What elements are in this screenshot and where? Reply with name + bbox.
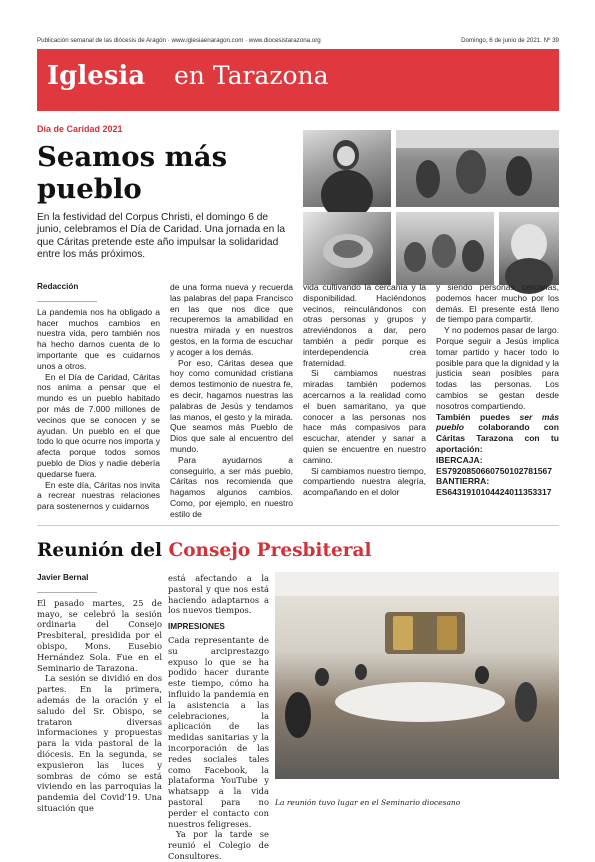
article-body-consejo bbox=[37, 573, 269, 861]
article-column-2 bbox=[170, 282, 293, 520]
masthead-banner bbox=[37, 49, 559, 111]
paragraph: Si cambiamos nuestro tiempo, compartiendo nuestra alegría, acompañando en el dolor bbox=[303, 465, 426, 498]
article-column-3 bbox=[303, 282, 426, 498]
donation-text: También puedes bbox=[436, 411, 520, 422]
byline-rule bbox=[37, 301, 97, 302]
article-lead: En la festividad del Corpus Christi, el domingo 6 de junio, celebramos el Día de Caridad. Una jornada en la que Cáritas pretende este año impulsar la solidaridad entre los más próximos. bbox=[37, 212, 286, 261]
masthead-title-bold: Iglesia bbox=[47, 61, 146, 91]
article-column-1 bbox=[37, 282, 160, 512]
paragraph: Y no podemos pasar de largo. Porque seguir a Jesús implica tomar partido y hacer todo lo posible para que la dignidad y la justicia sean posibles para todas las personas. Los cambios se gestan desde nosotros compartiendo. bbox=[436, 325, 559, 411]
headline-part: Reunión del bbox=[37, 540, 169, 561]
paragraph: El pasado martes, 25 de mayo, se celebró la sesión ordinaria del Consejo Presbiteral, presidida por el obispo, Mons. Eusebio Hernández Sola. Fue en el Seminario de Tarazona. bbox=[37, 597, 162, 673]
masthead-title-light: en Tarazona bbox=[174, 61, 329, 90]
paragraph: Si cambiamos nuestras miradas también podemos acercarnos a la realidad como el buen samaritano, ya que conocer a las personas nos hace más compasivos para escuchar, atender y sanar a quien se encuentre en nuestro camino. bbox=[303, 368, 426, 465]
article-column-4 bbox=[436, 282, 559, 498]
subhead: IMPRESIONES bbox=[168, 622, 225, 632]
article-byline: Redacción bbox=[37, 282, 79, 291]
donation-callout bbox=[436, 412, 559, 455]
bank-iban: ES6431910104424011353317 bbox=[436, 487, 552, 498]
bank-iban: ES7920850660750102781567 bbox=[436, 465, 552, 476]
photo-meeting-room bbox=[275, 572, 559, 779]
photo-volunteer-masked bbox=[303, 130, 391, 207]
photo-group-gathering bbox=[396, 212, 494, 285]
article2-headline bbox=[37, 540, 372, 561]
article2-byline: Javier Bernal bbox=[37, 573, 89, 582]
photo-collage bbox=[303, 130, 559, 285]
paragraph: de una forma nueva y recuerda las palabras del papa Francisco en las que nos dice que recuperemos la amabilidad en nuestra mirada y en nuestros gestos, en la forma de escuchar y acoger a los demás. bbox=[170, 282, 293, 357]
paragraph: Cada representante de su arciprestazgo expuso lo que se ha podido hacer durante este tiempo, cómo ha influido la pandemia en la asistencia a las celebraciones, la aplicación de las medidas sanitarias y la incorporación de las redes sociales tales como Facebook, la plataforma YouTube y whatsapp a la vida pastoral para no perder el contacto con nuestros feligreses. bbox=[168, 634, 269, 829]
issue-date: Domingo, 6 de junio de 2021. Nº 39 bbox=[461, 37, 559, 44]
publication-line: Publicación semanal de las diócesis de Aragón · www.iglesiaenaragon.com · www.diocesistarazona.org bbox=[37, 37, 321, 44]
photo-caption: La reunión tuvo lugar en el Seminario diocesano bbox=[275, 798, 461, 807]
article2-column-2 bbox=[168, 573, 269, 862]
byline-rule bbox=[37, 592, 97, 593]
photo-elderly-woman bbox=[499, 212, 559, 285]
paragraph: La pandemia nos ha obligado a hacer muchos cambios en nuestra vida, pero también nos ha hecho darnos cuenta de lo importante que es cuidarnos unos a otros. bbox=[37, 306, 160, 371]
paragraph: Para ayudarnos a conseguirlo, a ser más pueblo, Cáritas nos recomienda que hagamos algunos cambios. Como, por ejemplo, en nuestro estilo de bbox=[170, 454, 293, 519]
paragraph: La sesión se dividió en dos partes. En la primera, además de la oración y el saludo del Sr. Obispo, se trataron diversas informaciones y propuestas para la vida pastoral de la diócesis. En la segunda, se expusieron las luces y sombras de cómo se está viviendo en las parroquias la pandemia del Covid'19. Una situación que bbox=[37, 673, 162, 813]
article-kicker: Día de Caridad 2021 bbox=[37, 124, 123, 134]
headline-highlight: Consejo Presbiteral bbox=[168, 540, 372, 561]
donation-emphasis: ser más pueblo bbox=[436, 411, 559, 433]
section-divider bbox=[37, 525, 559, 526]
paragraph: En el Día de Caridad, Cáritas nos anima a pensar que el mundo es un pueblo habitado por más de 7.000 millones de vecinos que se conocen y se ayudan. Un pueblo en el que todo lo que ocurre nos importa y afecta porque todos somos pueblo de Dios y nadie debería quedarse fuera. bbox=[37, 371, 160, 479]
paragraph: y siendo personas cercanas, podemos hacer mucho por los demás. El presente está lleno de tiempo para compartir. bbox=[436, 282, 559, 325]
photo-hands-sharing bbox=[303, 212, 391, 285]
paragraph: En este día, Cáritas nos invita a recrear nuestras relaciones para sostenernos y cuidarnos bbox=[37, 479, 160, 512]
article-body-caridad bbox=[37, 282, 559, 519]
paragraph: está afectando a la pastoral y que nos está haciendo adaptarnos a los nuevos tiempos. bbox=[168, 573, 269, 616]
masthead-topline bbox=[37, 37, 559, 47]
bank-label: BANTIERRA: bbox=[436, 476, 490, 487]
bank-label: IBERCAJA: bbox=[436, 454, 483, 465]
donation-text: colaborando con Cáritas Tarazona con tu aportación: bbox=[436, 422, 559, 454]
photo-children-playing bbox=[396, 130, 559, 207]
paragraph: Ya por la tarde se reunió el Colegio de Consultores. bbox=[168, 829, 269, 861]
paragraph: vida cultivando la cercanía y la disponibilidad. Haciéndonos vecinos, reinculándonos con otras personas y grupos y atreviéndonos a dar, pero también a pedir porque es interdependencia crea fraternidad. bbox=[303, 282, 426, 368]
article-headline: Seamos más pueblo bbox=[37, 141, 228, 205]
paragraph: Por eso, Cáritas desea que hoy como comunidad cristiana demos testimonio de nuestra fe, es decir, hagamos nuestras las palabras de Jesús y tendamos las manos, el gesto y la mirada. Que seamos más Pueblo de Dios que sale al encuentro del mundo. bbox=[170, 357, 293, 454]
article2-column-1 bbox=[37, 573, 162, 814]
